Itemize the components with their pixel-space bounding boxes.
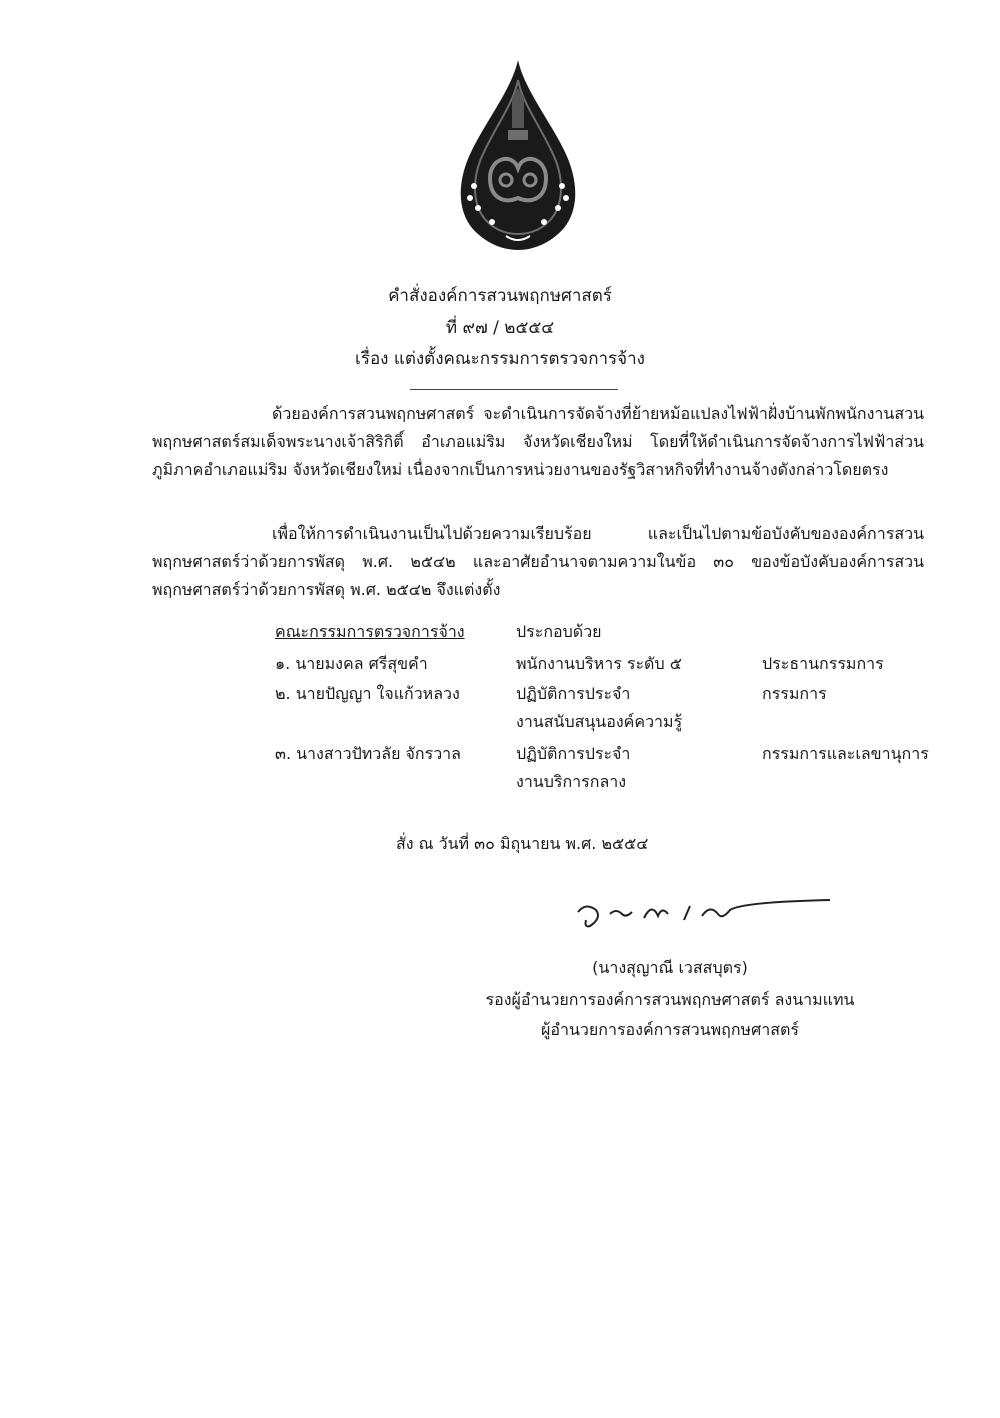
signer-title-on-behalf: ผู้อำนวยการองค์การสวนพฤกษศาสตร์ <box>541 1020 799 1039</box>
body-paragraph-2: เพื่อให้การดำเนินงานเป็นไปด้วยความเรียบร้อย และเป็นไปตามข้อบังคับขององค์การสวนพฤกษศาสตร์ว่าด้วยการพัสดุ พ.ศ. ๒๕๔๒ และอาศัยอำนาจตามความในข้อ ๓๐ ของข้อบังคับองค์การสวนพฤกษศาสตร์ว่าด้วยการพัสดุ พ.ศ. ๒๕๔๒ จึงแต่งตั้ง <box>152 524 924 599</box>
order-title: คำสั่งองค์การสวนพฤกษศาสตร์ <box>388 286 612 306</box>
header-divider <box>410 389 618 390</box>
member-name: ๓. นางสาวปัทวลัย จักรวาล <box>275 744 461 763</box>
signer-name: (นางสุญาณี เวสสบุตร) <box>592 958 748 977</box>
order-number: ที่ ๙๗ / ๒๕๕๔ <box>445 318 555 338</box>
member-role: กรรมการ <box>762 684 827 703</box>
handwritten-signature <box>572 892 834 932</box>
signer-title: รองผู้อำนวยการองค์การสวนพฤกษศาสตร์ ลงนามแทน <box>485 990 855 1009</box>
member-name: ๑. นายมงคล ศรีสุขคำ <box>275 654 428 673</box>
member-position: ปฏิบัติการประจำ <box>516 684 631 703</box>
member-position-unit: งานสนับสนุนองค์ความรู้ <box>516 712 683 731</box>
member-position: พนักงานบริหาร ระดับ ๕ <box>516 654 682 673</box>
member-position: ปฏิบัติการประจำ <box>516 744 631 763</box>
member-position-unit: งานบริการกลาง <box>516 772 627 791</box>
member-role: กรรมการและเลขานุการ <box>762 744 929 763</box>
committee-heading: คณะกรรมการตรวจการจ้าง <box>275 622 465 641</box>
body-paragraph-1: ด้วยองค์การสวนพฤกษศาสตร์ จะดำเนินการจัดจ้างที่ย้ายหม้อแปลงไฟฟ้าฝั่งบ้านพักพนักงานสวนพฤกษศาสตร์สมเด็จพระนางเจ้าสิริกิติ์ อำเภอแม่ริม จังหวัดเชียงใหม่ โดยที่ให้ดำเนินการจัดจ้างการไฟฟ้าส่วนภูมิภาคอำเภอแม่ริม จังหวัดเชียงใหม่ เนื่องจากเป็นการหน่วยงานของรัฐวิสาหกิจที่ทำงานจ้างดังกล่าวโดยตรง <box>152 404 924 479</box>
order-subject: เรื่อง แต่งตั้งคณะกรรมการตรวจการจ้าง <box>355 349 645 369</box>
order-date: สั่ง ณ วันที่ ๓๐ มิถุนายน พ.ศ. ๒๕๕๔ <box>396 834 649 853</box>
royal-teardrop-emblem-icon <box>452 58 584 254</box>
member-role: ประธานกรรมการ <box>762 654 884 673</box>
committee-consists-of: ประกอบด้วย <box>516 622 602 641</box>
member-name: ๒. นายปัญญา ใจแก้วหลวง <box>275 684 460 703</box>
